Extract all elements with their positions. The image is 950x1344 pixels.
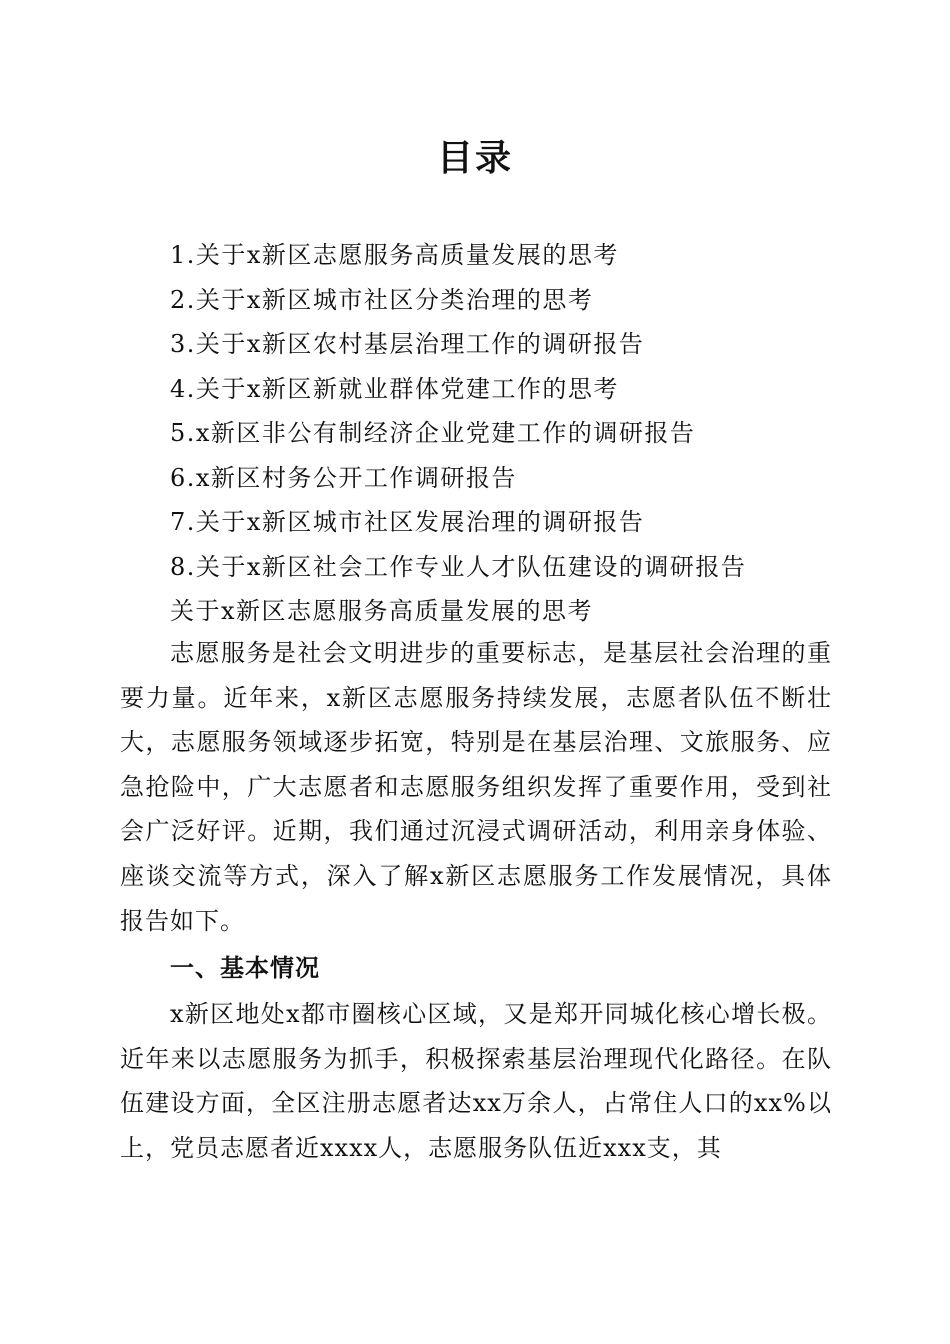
body-paragraph: x新区地处x都市圈核心区域，又是郑开同城化核心增长极。近年来以志愿服务为抓手，积极探索基层治理现代化路径。在队伍建设方面，全区注册志愿者达xx万余人，占常住人口的xx%以上，党员志愿者近xxxx人，志愿服务队伍近xxx支，其 [120, 1000, 832, 1162]
toc-item: 2.关于x新区城市社区分类治理的思考 [170, 285, 594, 314]
toc-item: 3.关于x新区农村基层治理工作的调研报告 [170, 330, 645, 358]
section-title: 关于x新区志愿服务高质量发展的思考 [170, 597, 594, 625]
toc-item: 6.x新区村务公开工作调研报告 [170, 463, 517, 492]
toc-item: 7.关于x新区城市社区发展治理的调研报告 [170, 508, 645, 536]
toc-item: 8.关于x新区社会工作专业人才队伍建设的调研报告 [170, 552, 747, 581]
heading-basic-situation: 一、基本情况 [170, 953, 320, 982]
page-title: 目录 [436, 137, 513, 179]
toc-item: 5.x新区非公有制经济企业党建工作的调研报告 [170, 419, 696, 447]
toc-item: 4.关于x新区新就业群体党建工作的思考 [170, 374, 619, 403]
intro-paragraph: 志愿服务是社会文明进步的重要标志，是基层社会治理的重要力量。近年来，x新区志愿服务持续发展，志愿者队伍不断壮大，志愿服务领域逐步拓宽，特别是在基层治理、文旅服务、应急抢险中，广大志愿者和志愿服务组织发挥了重要作用，受到社会广泛好评。近期，我们通过沉浸式调研活动，利用亲身体验、座谈交流等方式，深入了解x新区志愿服务工作发展情况，具体报告如下。 [120, 639, 832, 935]
toc-item: 1.关于x新区志愿服务高质量发展的思考 [170, 241, 619, 269]
table-of-contents [170, 233, 746, 589]
